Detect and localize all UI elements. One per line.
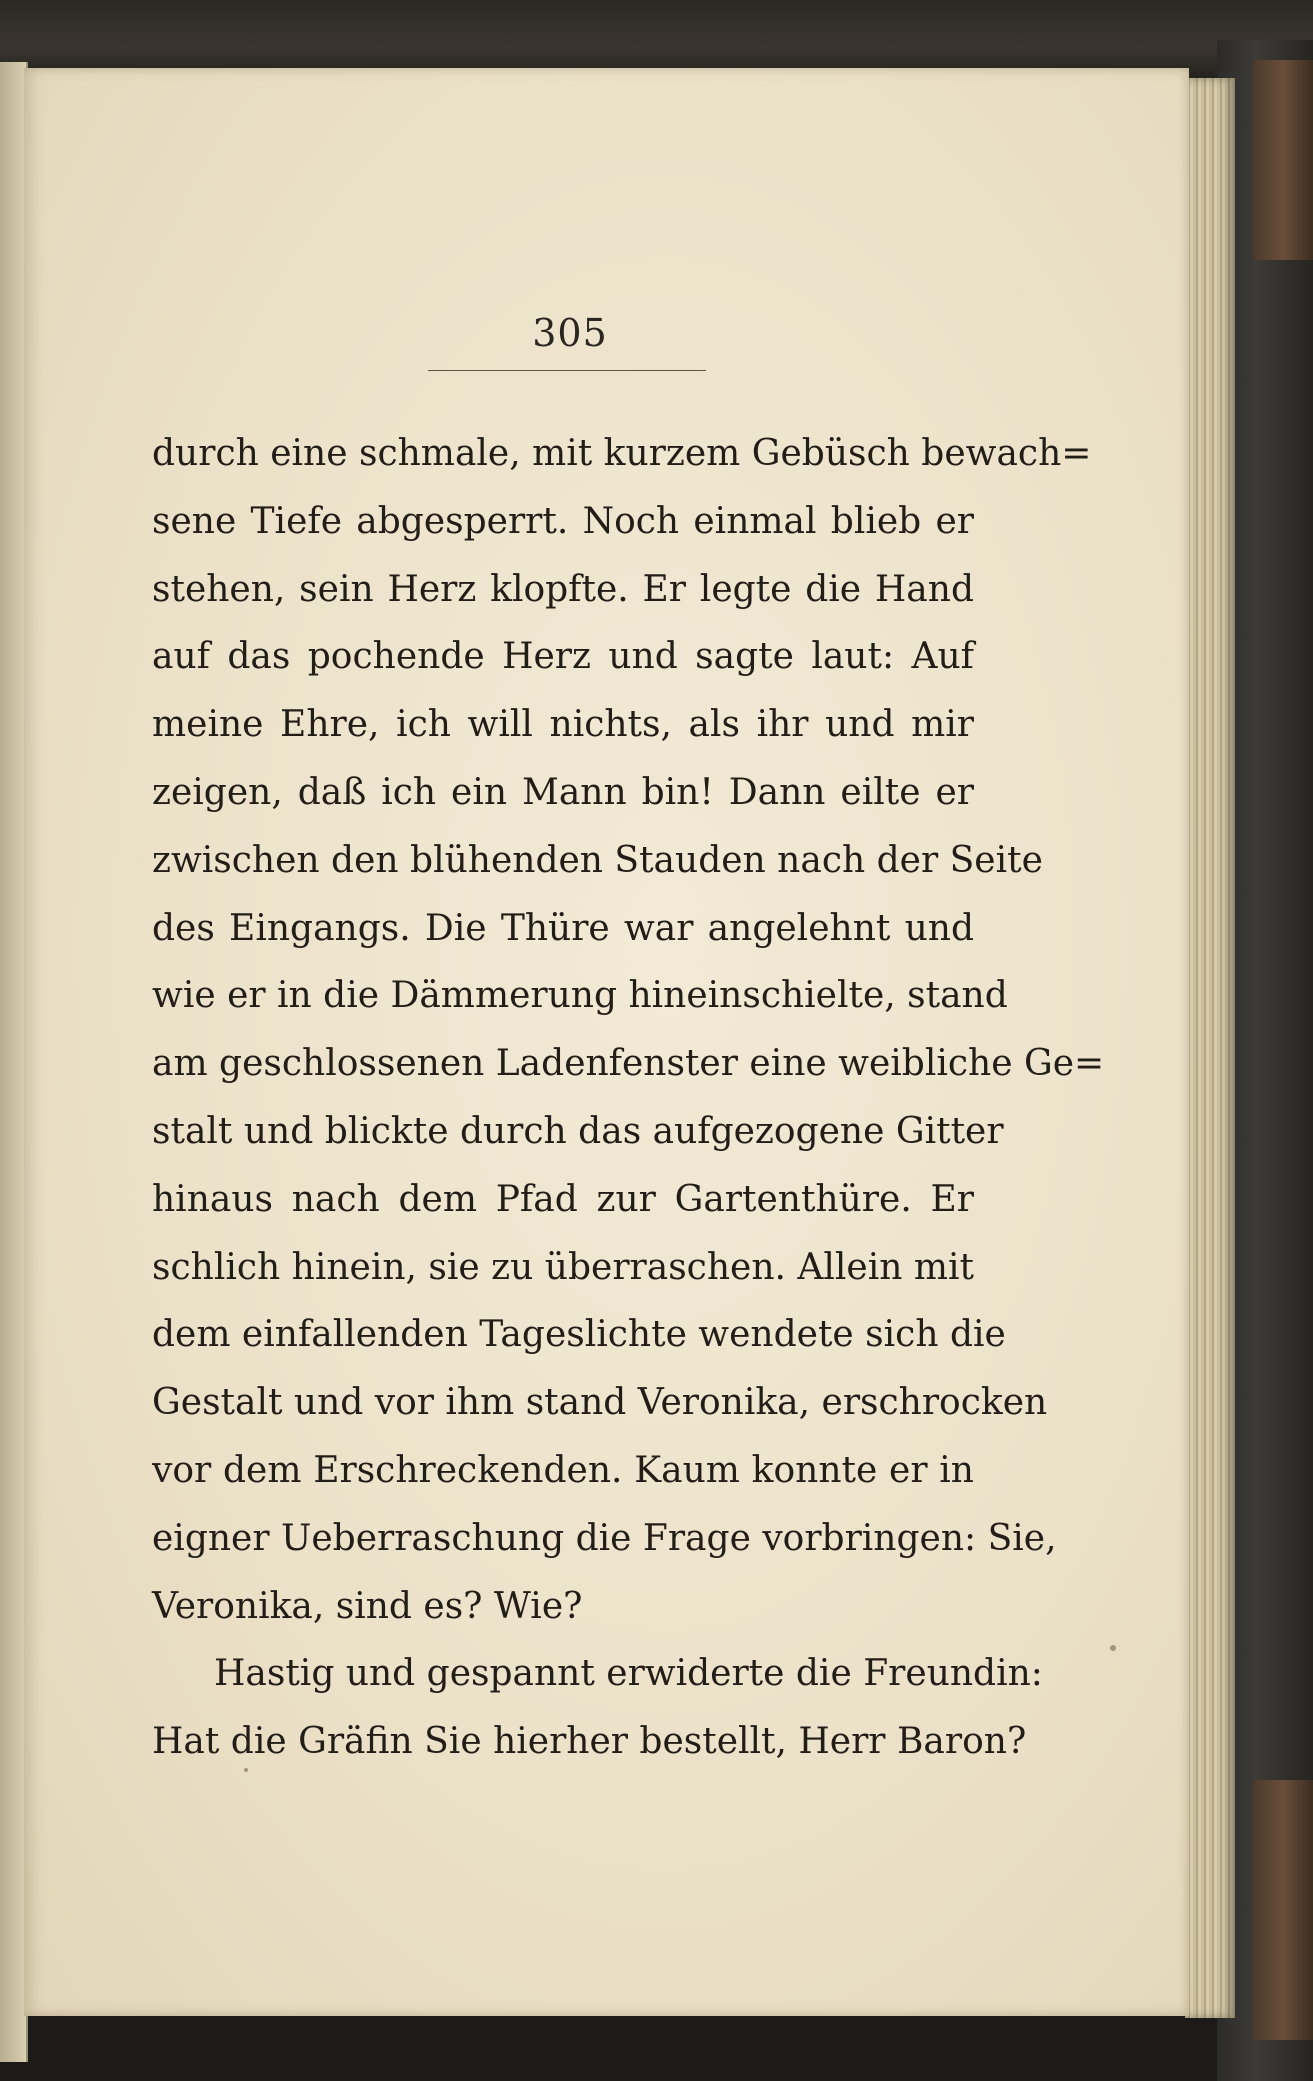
text-line: Hastig und gespannt erwiderte die Freundin: — [214, 1653, 1043, 1695]
paper-speck — [244, 1768, 248, 1772]
page-edges — [1185, 78, 1235, 2018]
paragraph-1 — [152, 420, 1105, 1640]
text-line: eigner Ueberraschung die Frage vorbringen: Sie, — [152, 1517, 1057, 1559]
text-line: wie er in die Dämmerung hineinschielte, stand — [152, 975, 1008, 1017]
text-line: Veronika, sind es? Wie? — [152, 1585, 583, 1627]
text-line: schlich hinein, sie zu überraschen. Allein mit — [152, 1246, 974, 1288]
spine-leather-top — [1253, 60, 1313, 260]
text-line: Gestalt und vor ihm stand Veronika, erschrocken — [152, 1382, 1048, 1424]
body-text — [152, 420, 1105, 1776]
text-line: meine Ehre, ich will nichts, als ihr und mir — [152, 704, 974, 746]
book-cover-top — [0, 0, 1313, 78]
text-line: stehen, sein Herz klopfte. Er legte die Hand — [152, 568, 974, 610]
page-number: 305 — [532, 311, 608, 355]
text-line: Hat die Gräfin Sie hierher bestellt, Herr Baron? — [152, 1721, 1027, 1763]
paragraph-2 — [152, 1640, 1043, 1776]
text-line: stalt und blickte durch das aufgezogene Gitter — [152, 1110, 1004, 1152]
book-page — [24, 68, 1189, 2016]
text-line: zwischen den blühenden Stauden nach der Seite — [152, 839, 1043, 881]
text-line: auf das pochende Herz und sagte laut: Auf — [152, 636, 974, 678]
text-line: durch eine schmale, mit kurzem Gebüsch bewach= — [152, 433, 1092, 474]
text-line: zeigen, daß ich ein Mann bin! Dann eilte er — [152, 771, 974, 813]
text-line: sene Tiefe abgesperrt. Noch einmal blieb er — [152, 500, 974, 542]
header-rule — [428, 370, 706, 371]
text-line: vor dem Erschreckenden. Kaum konnte er in — [152, 1449, 974, 1491]
text-line: des Eingangs. Die Thüre war angelehnt und — [152, 907, 974, 949]
text-line: hinaus nach dem Pfad zur Gartenthüre. Er — [152, 1178, 974, 1220]
paper-speck — [1110, 1645, 1116, 1651]
text-line: dem einfallenden Tageslichte wendete sich die — [152, 1314, 1006, 1356]
spine-leather-bottom — [1253, 1780, 1313, 2040]
text-line: am geschlossenen Ladenfenster eine weibliche Ge= — [152, 1043, 1105, 1085]
